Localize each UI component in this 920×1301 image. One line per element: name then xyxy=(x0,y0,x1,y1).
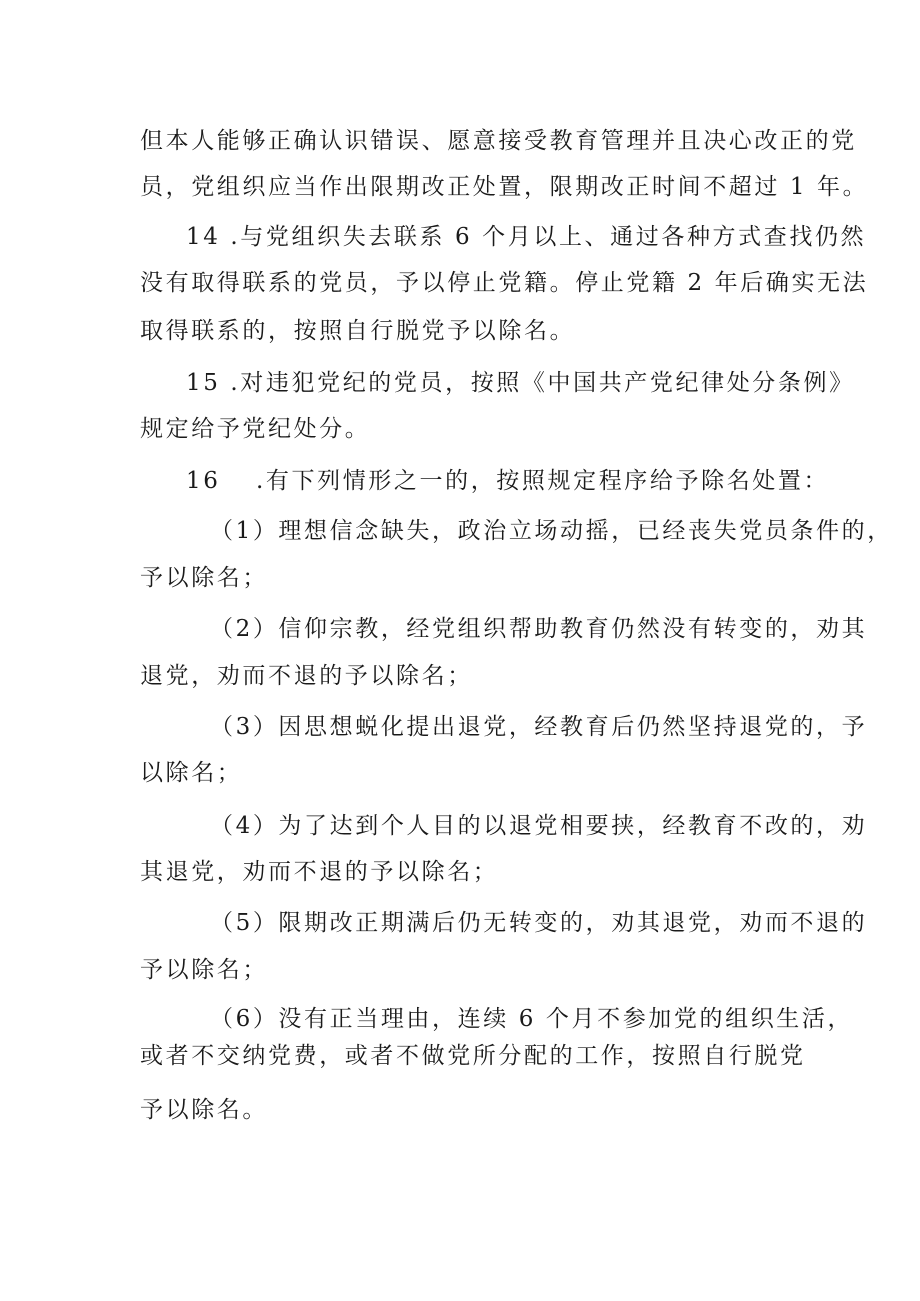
paragraph-16-line: 16 .有下列情形之一的，按照规定程序给予除名处置： xyxy=(186,468,830,494)
text-line: 以除名； xyxy=(140,760,243,786)
item-2-line: （2）信仰宗教，经党组织帮助教育仍然没有转变的，劝其 xyxy=(210,616,868,642)
text-line: 取得联系的，按照自行脱党予以除名。 xyxy=(140,318,576,344)
item-3-line: （3）因思想蜕化提出退党，经教育后仍然坚持退党的，予 xyxy=(210,714,868,740)
item-1-line: （1）理想信念缺失，政治立场动摇，已经丧失党员条件的， xyxy=(210,518,893,544)
item-4-line: （4）为了达到个人目的以退党相要挟，经教育不改的，劝 xyxy=(210,813,868,839)
text-line: 规定给予党纪处分。 xyxy=(140,416,371,442)
text-line: 没有取得联系的党员，予以停止党籍。停止党籍 2 年后确实无法 xyxy=(140,270,869,296)
text-line: 或者不交纳党费，或者不做党所分配的工作，按照自行脱党 xyxy=(140,1043,806,1069)
text-line: 退党，劝而不退的予以除名； xyxy=(140,663,473,689)
text-line: 予以除名； xyxy=(140,565,268,591)
text-line: 予以除名； xyxy=(140,957,268,983)
item-6-line: （6）没有正当理由，连续 6 个月不参加党的组织生活， xyxy=(210,1006,854,1032)
item-5-line: （5）限期改正期满后仍无转变的，劝其退党，劝而不退的 xyxy=(210,910,868,936)
text-line: 但本人能够正确认识错误、愿意接受教育管理并且决心改正的党 xyxy=(140,128,857,154)
text-line: 予以除名。 xyxy=(140,1097,268,1123)
text-line: 其退党，劝而不退的予以除名； xyxy=(140,859,499,885)
paragraph-15-line: 15 .对违犯党纪的党员，按照《中国共产党纪律处分条例》 xyxy=(186,370,855,396)
paragraph-14-line: 14 .与党组织失去联系 6 个月以上、通过各种方式查找仍然 xyxy=(186,224,867,250)
text-line: 员，党组织应当作出限期改正处置，限期改正时间不超过 1 年。 xyxy=(140,174,869,200)
